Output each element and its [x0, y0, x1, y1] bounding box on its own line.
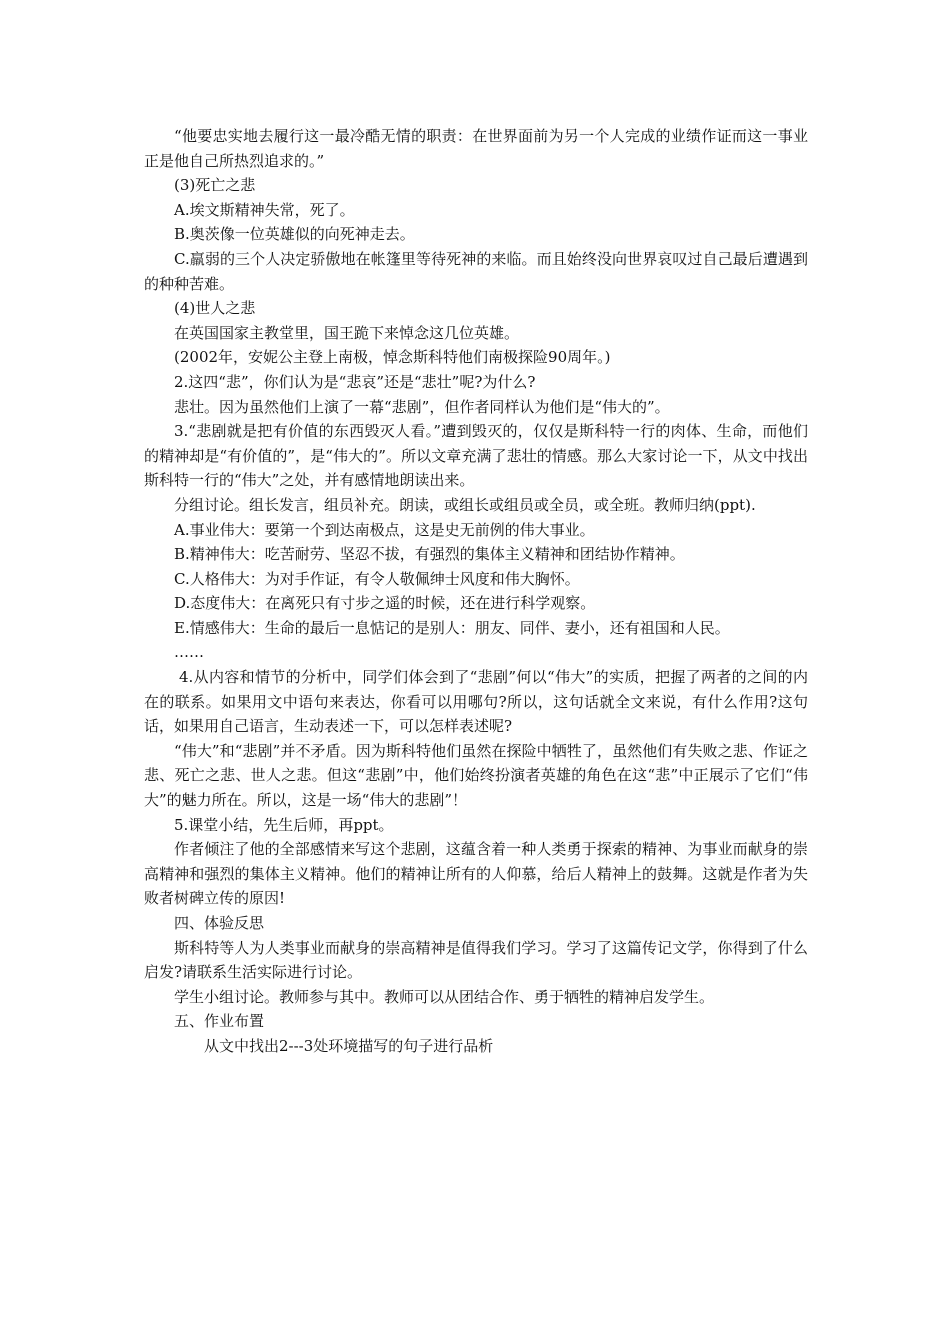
question-4: 4.从内容和情节的分析中，同学们体会到了“悲剧”何以“伟大”的实质，把握了两者的之间的内在的联系。如果用文中语句来表达，你看可以用哪句?所以，这句话就全文来说，有什么作用?这句话，如果用自己语言，生动表述一下，可以怎样表述呢?: [144, 668, 808, 736]
summary-paragraph: 作者倾注了他的全部感情来写这个悲剧，这蕴含着一种人类勇于探索的精神、为事业而献身的崇高精神和强烈的集体主义精神。他们的精神让所有的人仰慕，给后人精神上的鼓舞。这就是作者为失败者树碑立传的原因!: [144, 840, 808, 908]
list-item-c-three-men: C.羸弱的三个人决定骄傲地在帐篷里等待死神的来临。而且始终没向世界哀叹过自己最后遭遇到的种种苦难。: [144, 249, 808, 293]
list-item-b-oates: B.奥茨像一位英雄似的向死神走去。: [174, 225, 415, 244]
paragraph-2002-note: (2002年，安妮公主登上南极，悼念斯科特他们南极探险90周年。): [174, 348, 611, 367]
list-item-a-evans: A.埃文斯精神失常，死了。: [174, 200, 355, 219]
section-heading-world: (4)世人之悲: [174, 299, 256, 318]
section-heading-death: (3)死亡之悲: [174, 176, 256, 195]
group-discussion: 分组讨论。组长发言，组员补充。朗读，或组长或组员或全员，或全班。教师归纳(ppt).: [174, 495, 756, 514]
paragraph-cathedral: 在英国国家主教堂里，国王跪下来悼念这几位英雄。: [174, 323, 520, 342]
section-four-heading: 四、体验反思: [174, 914, 265, 932]
student-discussion: 学生小组讨论。教师参与其中。教师可以从团结合作、勇于牺牲的精神启发学生。: [174, 987, 715, 1006]
question-3: 3.“悲剧就是把有价值的东西毁灭人看。”遭到毁灭的，仅仅是斯科特一行的肉体、生命，而他们的精神却是“有价值的”，是“伟大的”。所以文章充满了悲壮的情感。那么大家讨论一下，从文中找出斯科特一行的“伟大”之处，并有感情地朗读出来。: [144, 422, 808, 490]
quote-paragraph: “他要忠实地去履行这一最冷酷无情的职责：在世界面前为另一个人完成的业绩作证而这一事业正是他自己所热烈追求的。”: [144, 127, 808, 170]
greatness-a: A.事业伟大：要第一个到达南极点，这是史无前例的伟大事业。: [174, 520, 595, 539]
section-five-heading: 五、作业布置: [174, 1012, 265, 1031]
greatness-c: C.人格伟大：为对手作证，有令人敬佩绅士风度和伟大胸怀。: [174, 569, 580, 588]
summary-heading: 5.课堂小结，先生后师，再ppt。: [174, 815, 394, 834]
greatness-e: E.情感伟大：生命的最后一息惦记的是别人：朋友、同伴、妻小，还有祖国和人民。: [174, 618, 730, 637]
greatness-d: D.态度伟大：在离死只有寸步之遥的时候，还在进行科学观察。: [174, 594, 596, 613]
question-2: 2.这四“悲”，你们认为是“悲哀”还是“悲壮”呢?为什么?: [174, 372, 536, 391]
homework-paragraph: 从文中找出2---3处环境描写的句子进行品析: [204, 1036, 494, 1055]
greatness-b: B.精神伟大：吃苦耐劳、坚忍不拔，有强烈的集体主义精神和团结协作精神。: [174, 545, 685, 564]
answer-4: “伟大”和“悲剧”并不矛盾。因为斯科特他们虽然在探险中牺牲了，虽然他们有失败之悲、作证之悲、死亡之悲、世人之悲。但这“悲剧”中，他们始终扮演者英雄的角色在这“悲”中正展示了它们“伟大”的魅力所在。所以，这是一场“伟大的悲剧”！: [144, 741, 808, 810]
document-body: [144, 124, 808, 1059]
answer-2: 悲壮。因为虽然他们上演了一幕“悲剧”，但作者同样认为他们是“伟大的”。: [174, 397, 670, 416]
reflection-paragraph: 斯科特等人为人类事业而献身的崇高精神是值得我们学习。学习了这篇传记文学，你得到了什么启发?请联系生活实际进行讨论。: [144, 938, 808, 982]
ellipsis: ……: [174, 643, 204, 662]
